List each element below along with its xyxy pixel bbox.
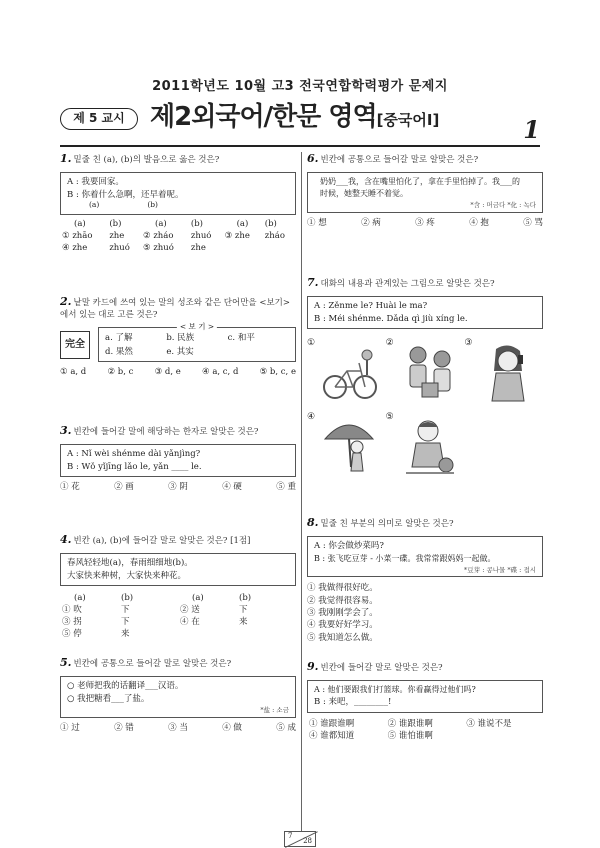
q2-number: 2.	[60, 295, 72, 308]
q5-options	[60, 723, 296, 734]
people-icon	[400, 343, 460, 403]
q8-option-2[interactable]: ② 我觉得很容易。	[307, 595, 378, 606]
q4-option-4[interactable]: ④ 在	[180, 616, 200, 627]
q7-pictures	[307, 337, 543, 479]
q6-option-2[interactable]: ② 病	[361, 217, 381, 228]
q2-option-5[interactable]: ⑤ b, c, e	[259, 367, 296, 378]
q5-line-a: ○ 老师把我的话翻译___汉语。	[67, 680, 184, 691]
q4-line-a: 春风轻轻地(a)，春雨细细地(b)。	[67, 557, 193, 568]
q1-text: 밑줄 친 (a), (b)의 발음으로 옳은 것은?	[73, 155, 220, 165]
question-1	[60, 152, 296, 255]
q7-line-a: A : Zěnme le? Huài le ma?	[314, 300, 428, 311]
q5-box	[60, 676, 296, 718]
q3-option-1[interactable]: ① 花	[60, 482, 80, 493]
header-row	[0, 100, 600, 144]
q3-option-4[interactable]: ④ 硬	[222, 482, 242, 493]
q7-text: 대화의 내용과 관계있는 그림으로 알맞은 것은?	[320, 279, 495, 289]
q3-box	[60, 444, 296, 478]
question-8	[307, 516, 543, 644]
q8-line-b: B : 张飞吃豆芽 - 小菜一碟。我常常跟妈妈一起做。	[314, 553, 496, 563]
q3-option-5[interactable]: ⑤ 重	[276, 482, 296, 493]
bogi-item: d. 果然	[105, 346, 133, 357]
q1-options: (a) (b) (a) (b) (a) (b) ① zhāo zhe ② zháo zhuó ③ zhe zháo ④ zhe zhuó ⑤ zhuó zhe	[60, 219, 296, 255]
q1-option-3[interactable]: ③ zhe	[224, 230, 250, 241]
question-7	[307, 276, 543, 479]
q1-line-b: B : 你着什么急啊，还早着呢。	[67, 189, 184, 200]
bogi-item: b. 民族	[166, 333, 195, 344]
q7-picture-5[interactable]: ⑤	[386, 411, 465, 479]
q4-option-row: ① 吹 下 ② 送 下	[62, 604, 248, 615]
q8-option-3[interactable]: ③ 我刚刚学会了。	[307, 607, 378, 618]
q8-text: 밑줄 친 부분의 의미로 알맞은 것은?	[320, 519, 454, 529]
q5-option-4[interactable]: ④ 做	[222, 723, 242, 734]
q4-option-5[interactable]: ⑤ 停	[62, 628, 82, 639]
q8-number: 8.	[307, 516, 319, 529]
q8-line-a: A : 你会做炒菜吗?	[314, 540, 384, 551]
q2-text: 낱말 카드에 쓰여 있는 말의 성조와 같은 단어만을 <보기>에서 있는 대로 고른 것은?	[60, 298, 290, 320]
q5-option-3[interactable]: ③ 当	[168, 723, 188, 734]
q2-bogi-label: < 보 기 >	[177, 322, 217, 332]
q6-option-1[interactable]: ① 想	[307, 217, 327, 228]
q7-picture-3[interactable]: ③	[464, 337, 543, 405]
q1-number: 1.	[60, 152, 72, 165]
footer-total: 28	[303, 836, 312, 845]
q9-option-3[interactable]: ③ 谁说不是	[466, 718, 512, 729]
q5-option-1[interactable]: ① 过	[60, 723, 80, 734]
q3-option-3[interactable]: ③ 阴	[168, 482, 188, 493]
q1-marks: (a) (b)	[89, 200, 158, 210]
bicycle-icon	[321, 343, 381, 403]
q3-number: 3.	[60, 424, 72, 437]
page-number: 1	[523, 115, 540, 144]
q9-line-b: B : 来吧，________!	[314, 696, 392, 707]
subject-sub: [중국어Ⅰ]	[376, 111, 440, 129]
q9-line-a: A : 他们要跟我们打篮球。你看赢得过他们吗?	[314, 684, 476, 694]
q1-option-row: ④ zhe zhuó ⑤ zhuó zhe	[62, 242, 206, 253]
q6-option-3[interactable]: ③ 疼	[415, 217, 435, 228]
child-ball-icon	[400, 417, 460, 477]
q9-option-2[interactable]: ② 谁跟谁啊	[387, 718, 433, 729]
q4-option-row: ③ 拐 下 ④ 在 来	[62, 616, 248, 627]
q2-options	[60, 367, 296, 378]
period-badge: 제 5 교시	[60, 108, 138, 130]
q3-line-a: A : Nǐ wèi shénme dài yǎnjìng?	[67, 448, 201, 459]
q9-number: 9.	[307, 660, 319, 673]
q6-note: *含 : 머금다 *化 : 녹다	[470, 200, 536, 209]
q2-word-card: 完全	[60, 331, 90, 359]
header-rule	[60, 145, 540, 147]
q8-option-1[interactable]: ① 我做得很好吃。	[307, 583, 378, 594]
q5-text: 빈칸에 공통으로 들어갈 말로 알맞은 것은?	[73, 659, 232, 669]
q8-option-4[interactable]: ④ 我要好好学习。	[307, 620, 378, 631]
q7-line-b: B : Méi shénme. Dǎda qì jiù xíng le.	[314, 313, 468, 324]
q6-number: 6.	[307, 152, 319, 165]
q6-line-a: 奶奶___我，含在嘴里怕化了，拿在手里怕掉了。我___的	[320, 176, 520, 186]
question-2	[60, 295, 296, 379]
q5-note: *盐 : 소금	[260, 706, 289, 715]
q5-option-2[interactable]: ② 错	[114, 723, 134, 734]
q2-option-4[interactable]: ④ a, c, d	[202, 367, 239, 378]
q6-line-b: 时候，她整天睡不着觉。	[320, 188, 408, 198]
column-divider	[301, 152, 302, 832]
girl-phone-icon	[478, 343, 538, 403]
subject-name: 제2외국어/한문 영역	[150, 102, 377, 132]
q6-options	[307, 218, 543, 229]
q1-option-5[interactable]: ⑤ zhuó	[143, 242, 174, 253]
q8-note: *豆芽 : 콩나물 *碟 : 접시	[463, 565, 536, 574]
q5-number: 5.	[60, 656, 72, 669]
q3-text: 빈칸에 들어갈 말에 해당하는 한자로 알맞은 것은?	[73, 427, 259, 437]
q4-line-b: 大家快来种树，大家快来种花。	[67, 570, 187, 581]
q8-option-5[interactable]: ⑤ 我知道怎么做。	[307, 632, 378, 643]
q4-option-1[interactable]: ① 吹	[62, 604, 82, 615]
q7-number: 7.	[307, 276, 319, 289]
q2-bogi-box	[98, 322, 296, 362]
bogi-item: e. 其实	[166, 346, 194, 357]
question-4	[60, 533, 296, 640]
q1-box	[60, 172, 296, 215]
q8-options	[307, 582, 543, 644]
q4-number: 4.	[60, 533, 72, 546]
q2-box	[60, 322, 296, 362]
question-9	[307, 660, 543, 743]
q9-options	[307, 719, 543, 743]
q7-picture-4[interactable]: ④	[307, 411, 386, 479]
q9-box	[307, 680, 543, 713]
q7-picture-1[interactable]: ①	[307, 337, 386, 405]
q8-box	[307, 536, 543, 578]
q4-option-3[interactable]: ③ 拐	[62, 616, 82, 627]
question-5	[60, 656, 296, 735]
subject-title	[150, 100, 439, 135]
q9-text: 빈칸에 들어갈 말로 알맞은 것은?	[320, 663, 443, 673]
question-3	[60, 424, 296, 494]
q1-line-a: A : 我要回家。	[67, 176, 124, 187]
q2-option-2[interactable]: ② b, c	[107, 367, 134, 378]
q2-option-1[interactable]: ① a, d	[60, 367, 87, 378]
q6-option-5[interactable]: ⑤ 骂	[523, 217, 543, 228]
q5-line-b: ○ 我把糖看___了盐。	[67, 693, 150, 704]
q6-option-4[interactable]: ④ 抱	[469, 217, 489, 228]
bogi-item: a. 了解	[105, 333, 133, 344]
q1-option-row: ① zhāo zhe ② zháo zhuó ③ zhe zháo	[62, 230, 285, 241]
q6-box	[307, 172, 543, 213]
q4-text: 빈칸 (a), (b)에 들어갈 말로 알맞은 것은? [1점]	[73, 536, 251, 546]
q3-option-2[interactable]: ② 画	[114, 482, 134, 493]
q4-options: (a) (b) (a) (b) ① 吹 下 ② 送 下 ③ 拐 下 ④ 在 来 ⑤ 停 来	[60, 592, 296, 640]
page-footer	[284, 831, 316, 847]
q6-text: 빈칸에 공통으로 들어갈 말로 알맞은 것은?	[320, 155, 479, 165]
q4-option-2[interactable]: ② 送	[180, 604, 200, 615]
q5-option-5[interactable]: ⑤ 成	[276, 723, 296, 734]
exam-title: 2011학년도 10월 고3 전국연합학력평가 문제지	[152, 79, 448, 94]
q4-option-row: ⑤ 停 来	[62, 628, 130, 639]
q9-option-4[interactable]: ④ 谁都知道	[309, 730, 355, 741]
q9-option-5[interactable]: ⑤ 谁怕谁啊	[387, 730, 433, 741]
footer-page: 7	[288, 832, 293, 840]
question-6	[307, 152, 543, 229]
umbrella-icon	[321, 417, 381, 477]
q1-option-2[interactable]: ② zháo	[143, 230, 174, 241]
q7-box	[307, 296, 543, 330]
q2-option-3[interactable]: ③ d, e	[154, 367, 181, 378]
q7-picture-2[interactable]: ②	[386, 337, 465, 405]
q1-option-4[interactable]: ④ zhe	[62, 242, 88, 253]
q1-option-1[interactable]: ① zhāo	[62, 230, 93, 241]
q9-option-1[interactable]: ① 谁跟谁啊	[309, 718, 355, 729]
q3-line-b: B : Wǒ yǐjīng lǎo le, yǎn ____ le.	[67, 461, 202, 472]
q3-options	[60, 482, 296, 493]
q4-box	[60, 553, 296, 587]
bogi-item: c. 和平	[227, 333, 255, 344]
